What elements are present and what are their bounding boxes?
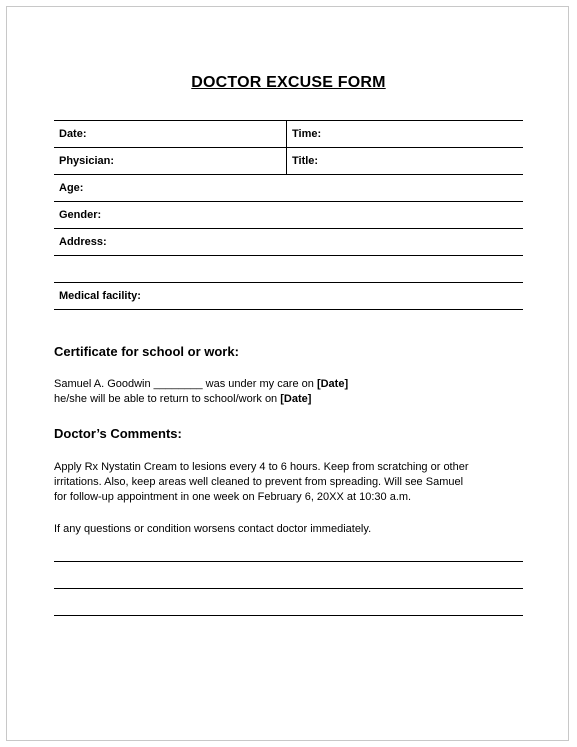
certificate-line-2-text: he/she will be able to return to school/work on (54, 393, 281, 405)
time-field[interactable] (287, 121, 523, 147)
comments-heading: Doctor’s Comments: (54, 426, 182, 441)
row-date-time (54, 120, 523, 147)
row-medical-facility (54, 282, 523, 310)
date-label: Date: (59, 128, 87, 140)
address-field[interactable] (54, 229, 523, 255)
form-fields-table (54, 120, 523, 310)
medical-facility-field[interactable] (54, 283, 523, 309)
comment-blank-line-1[interactable] (54, 561, 523, 562)
time-label: Time: (292, 128, 322, 140)
form-title: DOCTOR EXCUSE FORM (191, 74, 386, 91)
title-field[interactable] (287, 148, 523, 174)
address-label: Address: (59, 236, 107, 248)
row-address (54, 228, 523, 255)
medical-facility-label: Medical facility: (59, 290, 141, 302)
row-age (54, 174, 523, 201)
address-continued-field[interactable] (54, 256, 523, 282)
certificate-text (54, 377, 524, 407)
certificate-line-2 (54, 392, 524, 407)
row-address-continued (54, 255, 523, 282)
row-gender (54, 201, 523, 228)
comment-blank-line-2[interactable] (54, 588, 523, 589)
document-page (6, 6, 569, 741)
comments-line-2: irritations. Also, keep areas well cleaned to prevent from spreading. Will see Samuel (54, 476, 464, 488)
comment-blank-line-3[interactable] (54, 615, 523, 616)
certificate-heading: Certificate for school or work: (54, 344, 239, 359)
comments-text (54, 460, 524, 505)
gender-label: Gender: (59, 209, 102, 221)
age-field[interactable] (54, 175, 523, 201)
physician-field[interactable] (54, 148, 287, 174)
certificate-date-1: [Date] (316, 378, 349, 390)
row-physician-title (54, 147, 523, 174)
age-label: Age: (59, 182, 84, 194)
certificate-date-2: [Date] (280, 393, 312, 405)
certificate-line-1-text: Samuel A. Goodwin ________ was under my care on (54, 378, 317, 390)
comments-line-3: for follow-up appointment in one week on February 6, 20XX at 10:30 a.m. (54, 491, 412, 503)
certificate-line-1 (54, 377, 524, 392)
physician-label: Physician: (59, 155, 115, 167)
comments-line-4: If any questions or condition worsens contact doctor immediately. (54, 523, 372, 535)
title-label: Title: (292, 155, 319, 167)
comments-line-1: Apply Rx Nystatin Cream to lesions every 4 to 6 hours. Keep from scratching or other (54, 461, 469, 473)
gender-field[interactable] (54, 202, 523, 228)
date-field[interactable] (54, 121, 287, 147)
